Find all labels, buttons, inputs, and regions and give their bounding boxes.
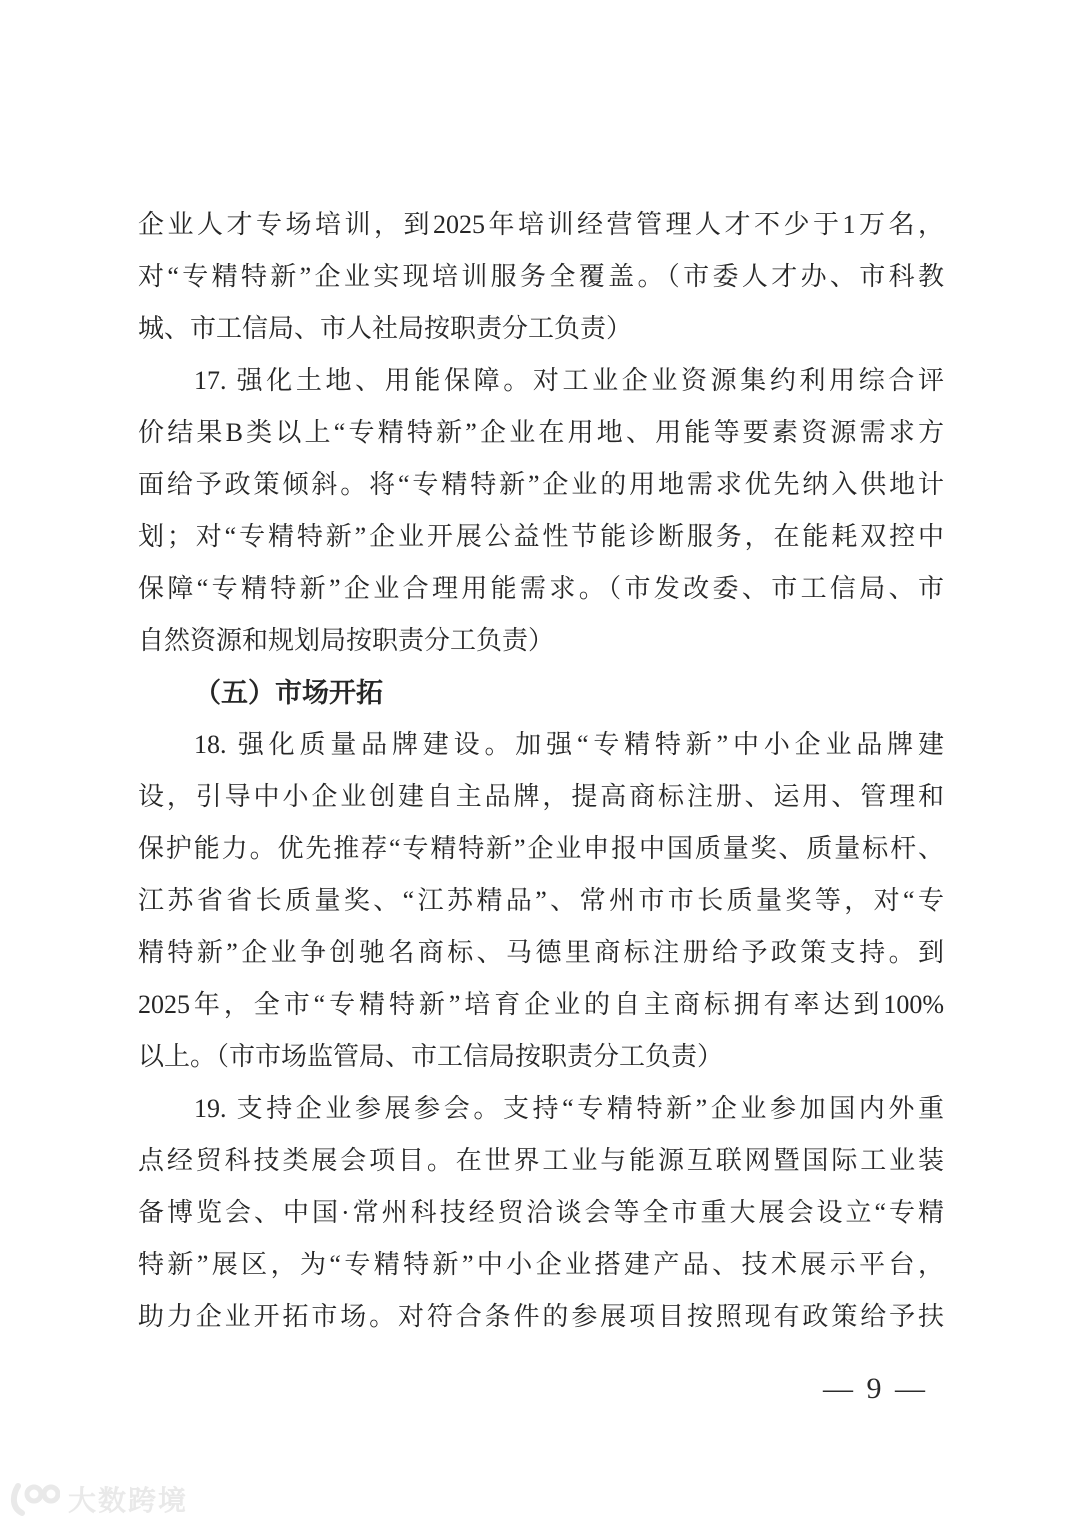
text-line: 保护能力。优先推荐“专精特新”企业申报中国质量奖、质量标杆、 bbox=[138, 834, 944, 863]
document-body bbox=[138, 199, 944, 1343]
text-line: 助力企业开拓市场。对符合条件的参展项目按照现有政策给予扶 bbox=[138, 1302, 944, 1331]
text-line: 特新”展区，为“专精特新”中小企业搭建产品、技术展示平台， bbox=[138, 1250, 944, 1279]
watermark-brand-text: 大数跨境 bbox=[68, 1485, 189, 1516]
text-line: 设，引导中小企业创建自主品牌，提高商标注册、运用、管理和 bbox=[138, 782, 944, 811]
text-line: 18. 强化质量品牌建设。加强“专精特新”中小企业品牌建 bbox=[194, 730, 944, 759]
text-line: 19. 支持企业参展参会。支持“专精特新”企业参加国内外重 bbox=[194, 1094, 944, 1123]
text-line: 2025年，全市“专精特新”培育企业的自主商标拥有率达到100% bbox=[138, 990, 944, 1019]
watermark-logo-icon bbox=[8, 1482, 60, 1520]
text-line: 自然资源和规划局按职责分工负责） bbox=[138, 626, 555, 655]
text-line: 保障“专精特新”企业合理用能需求。（市发改委、市工信局、市 bbox=[138, 574, 944, 603]
text-line: 城、市工信局、市人社局按职责分工负责） bbox=[138, 314, 633, 343]
text-line: 备博览会、中国·常州科技经贸洽谈会等全市重大展会设立“专精 bbox=[138, 1198, 944, 1227]
watermark bbox=[8, 1482, 188, 1520]
text-line: 17. 强化土地、用能保障。对工业企业资源集约利用综合评 bbox=[194, 366, 944, 395]
text-line: 对“专精特新”企业实现培训服务全覆盖。（市委人才办、市科教 bbox=[138, 262, 944, 291]
text-line: 江苏省省长质量奖、“江苏精品”、常州市市长质量奖等，对“专 bbox=[138, 886, 944, 915]
text-line: 企业人才专场培训，到2025年培训经营管理人才不少于1万名， bbox=[138, 210, 944, 239]
text-line: 点经贸科技类展会项目。在世界工业与能源互联网暨国际工业装 bbox=[138, 1146, 944, 1175]
page-number: — 9 — bbox=[823, 1372, 928, 1405]
text-line: 以上。（市市场监管局、市工信局按职责分工负责） bbox=[138, 1042, 724, 1071]
text-line: 面给予政策倾斜。将“专精特新”企业的用地需求优先纳入供地计 bbox=[138, 470, 944, 499]
text-line: 精特新”企业争创驰名商标、马德里商标注册给予政策支持。到 bbox=[138, 938, 944, 967]
section-heading: （五）市场开拓 bbox=[194, 678, 383, 708]
text-line: 划；对“专精特新”企业开展公益性节能诊断服务，在能耗双控中 bbox=[138, 522, 944, 551]
text-line: 价结果B类以上“专精特新”企业在用地、用能等要素资源需求方 bbox=[138, 418, 944, 447]
